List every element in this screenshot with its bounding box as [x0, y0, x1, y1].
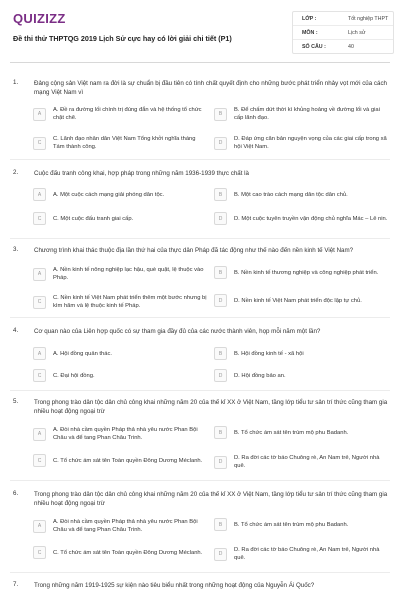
meta-value: Tốt nghiệp THPT	[348, 15, 389, 22]
option-text: B. Một cao trào cách mạng dân tộc dân chủ.	[234, 191, 348, 198]
question-text: Cơ quan nào của Liên hợp quốc có sự tham gia đầy đủ của các nước thành viên, họp mỗi năm một lần?	[34, 328, 321, 335]
option-c[interactable]	[33, 294, 208, 310]
option-letter-badge: B	[214, 518, 227, 531]
option-letter-badge: D	[214, 548, 227, 561]
option-text: A. Hội đồng quản thác.	[53, 350, 112, 357]
option-a[interactable]	[33, 188, 208, 201]
option-letter-badge: B	[214, 108, 227, 121]
option-text: B. Tổ chức ám sát tên trùm mộ phu Badanh.	[234, 429, 349, 436]
option-a[interactable]	[33, 347, 208, 360]
question-number: 1.	[13, 79, 19, 86]
option-c[interactable]	[33, 135, 208, 151]
option-letter-badge: D	[214, 212, 227, 225]
meta-key: LỚP :	[302, 15, 317, 22]
option-letter-badge: C	[33, 212, 46, 225]
option-a[interactable]	[33, 266, 208, 282]
option-letter-badge: C	[33, 546, 46, 559]
question-number: 4.	[13, 327, 19, 334]
option-letter-badge: B	[214, 188, 227, 201]
meta-row-class	[293, 12, 393, 26]
option-b[interactable]	[214, 347, 390, 360]
option-text: C. Một cuộc đấu tranh giai cấp.	[53, 215, 134, 222]
option-d[interactable]	[214, 294, 390, 307]
worksheet-title: Đề thi thử THPTQG 2019 Lịch Sử cực hay có lời giải chi tiết (P1)	[13, 34, 232, 43]
worksheet-header	[0, 0, 400, 60]
option-b[interactable]	[214, 106, 390, 122]
meta-value: Lịch sử	[348, 29, 366, 36]
question-number: 6.	[13, 490, 19, 497]
option-letter-badge: A	[33, 188, 46, 201]
option-letter-badge: D	[214, 294, 227, 307]
option-text: D. Hội đồng bảo an.	[234, 372, 286, 379]
option-c[interactable]	[33, 546, 208, 559]
option-letter-badge: A	[33, 108, 46, 121]
option-letter-badge: B	[214, 426, 227, 439]
question-divider	[10, 480, 390, 481]
question-divider	[10, 390, 390, 391]
option-text: B. Tổ chức ám sát tên trùm mộ phu Badanh.	[234, 521, 349, 528]
question-number: 5.	[13, 398, 19, 405]
option-c[interactable]	[33, 212, 208, 225]
option-c[interactable]	[33, 369, 208, 382]
option-text: D. Ra đời các tờ báo Chuông rè, An Nam trẻ, Người nhà quê.	[234, 547, 380, 561]
meta-value: 40	[348, 43, 354, 50]
option-letter-badge: C	[33, 369, 46, 382]
option-text: A. Đòi nhà cầm quyền Pháp thả nhà yêu nước Phan Bội Châu và để tang Phan Châu Trinh.	[53, 427, 198, 441]
meta-info-box	[292, 11, 394, 54]
option-letter-badge: B	[214, 266, 227, 279]
option-d[interactable]	[214, 546, 390, 562]
question-number: 3.	[13, 246, 19, 253]
question-text: Đảng cộng sản Việt nam ra đời là sự chuẩn bị đầu tiên có tính chất quyết định cho những bước phát triển nhảy vọt mới của cách mạng Việt Nam vì	[34, 80, 387, 96]
option-letter-badge: D	[214, 137, 227, 150]
question-text: Trong phong trào dân tộc dân chủ công khai những năm 20 của thế kỉ XX ở Việt Nam, tầng lớp tiểu tư sản trí thức cũng tham gia nhiều hoạt động ngoại trừ	[34, 399, 388, 415]
option-text: A. Nền kinh tế nông nghiệp lạc hậu, què quặt, lệ thuộc vào Pháp.	[53, 267, 204, 281]
option-letter-badge: A	[33, 428, 46, 441]
option-text: B. Để chấm dứt thời kì khủng hoảng về đường lối và giai cấp lãnh đạo.	[234, 107, 380, 121]
option-text: C. Tổ chức ám sát tên Toàn quyền Đông Dương Méclanh.	[53, 549, 203, 556]
option-d[interactable]	[214, 212, 390, 225]
question-number: 2.	[13, 169, 19, 176]
question-divider	[10, 317, 390, 318]
question-text: Trong những năm 1919-1925 sự kiện nào tiêu biểu nhất trong những hoạt động của Nguyễn Ái Quốc?	[34, 582, 315, 589]
meta-key: SỐ CÂU :	[302, 43, 326, 50]
option-letter-badge: C	[33, 137, 46, 150]
question-text: Cuộc đấu tranh công khai, hợp pháp trong những năm 1936-1939 thực chất là	[34, 170, 249, 177]
option-text: A. Đòi nhà cầm quyền Pháp thả nhà yêu nước Phan Bội Châu và để tang Phan Châu Trinh.	[53, 519, 198, 533]
option-letter-badge: A	[33, 520, 46, 533]
option-text: D. Một cuộc tuyên truyền vận động chủ nghĩa Mác – Lê nin.	[234, 215, 388, 222]
option-text: B. Nền kinh tế thương nghiệp và công nghiệp phát triển.	[234, 269, 379, 276]
option-letter-badge: A	[33, 268, 46, 281]
option-text: D. Đáp ứng căn bản nguyện vọng của các giai cấp trong xã hội Việt Nam.	[234, 136, 387, 150]
option-letter-badge: D	[214, 369, 227, 382]
option-text: D. Ra đời các tờ báo Chuông rè, An Nam trẻ, Người nhà quê.	[234, 455, 380, 469]
option-text: C. Tổ chức ám sát tên Toàn quyền Đông Dương Méclanh.	[53, 457, 203, 464]
option-text: A. Một cuộc cách mạng giải phóng dân tộc.	[53, 191, 165, 198]
option-text: C. Nền kinh tế Việt Nam phát triển thêm một bước nhưng bị kìm hãm và lệ thuộc kinh tế Pháp.	[53, 295, 207, 309]
option-b[interactable]	[214, 518, 390, 531]
meta-row-subject	[293, 26, 393, 40]
option-text: C. Lãnh đạo nhân dân Việt Nam Tổng khởi nghĩa tháng Tám thành công.	[53, 136, 196, 150]
question-divider	[10, 238, 390, 239]
option-a[interactable]	[33, 426, 208, 442]
meta-row-question-count	[293, 40, 393, 53]
option-letter-badge: C	[33, 454, 46, 467]
question-divider	[10, 572, 390, 573]
option-letter-badge: C	[33, 296, 46, 309]
option-b[interactable]	[214, 188, 390, 201]
option-text: C. Đại hội đồng.	[53, 372, 95, 379]
question-number: 7.	[13, 581, 19, 588]
option-d[interactable]	[214, 369, 390, 382]
header-divider	[10, 62, 390, 63]
option-d[interactable]	[214, 454, 390, 470]
option-text: D. Nền kinh tế Việt Nam phát triển độc lập tự chủ.	[234, 297, 362, 304]
meta-key: MÔN :	[302, 29, 318, 36]
option-text: A. Đề ra đường lối chính trị đúng đắn và hệ thống tổ chức chặt chẽ.	[53, 107, 202, 121]
option-c[interactable]	[33, 454, 208, 467]
quizizz-logo: QUIZIZZ	[13, 11, 66, 26]
question-text: Trong phong trào dân tộc dân chủ công khai những năm 20 của thế kỉ XX ở Việt Nam, tầng lớp tiểu tư sản trí thức cũng tham gia nhiều hoạt động ngoại trừ	[34, 491, 388, 507]
option-letter-badge: A	[33, 347, 46, 360]
option-d[interactable]	[214, 135, 390, 151]
option-letter-badge: B	[214, 347, 227, 360]
option-text: B. Hội đồng kinh tế - xã hội	[234, 350, 304, 357]
question-divider	[10, 159, 390, 160]
option-a[interactable]	[33, 106, 208, 122]
question-text: Chương trình khai thác thuộc địa lần thứ hai của thực dân Pháp đã tác động như thế nào đến nền kinh tế Việt Nam?	[34, 247, 354, 254]
option-b[interactable]	[214, 426, 390, 439]
option-a[interactable]	[33, 518, 208, 534]
option-b[interactable]	[214, 266, 390, 279]
option-letter-badge: D	[214, 456, 227, 469]
